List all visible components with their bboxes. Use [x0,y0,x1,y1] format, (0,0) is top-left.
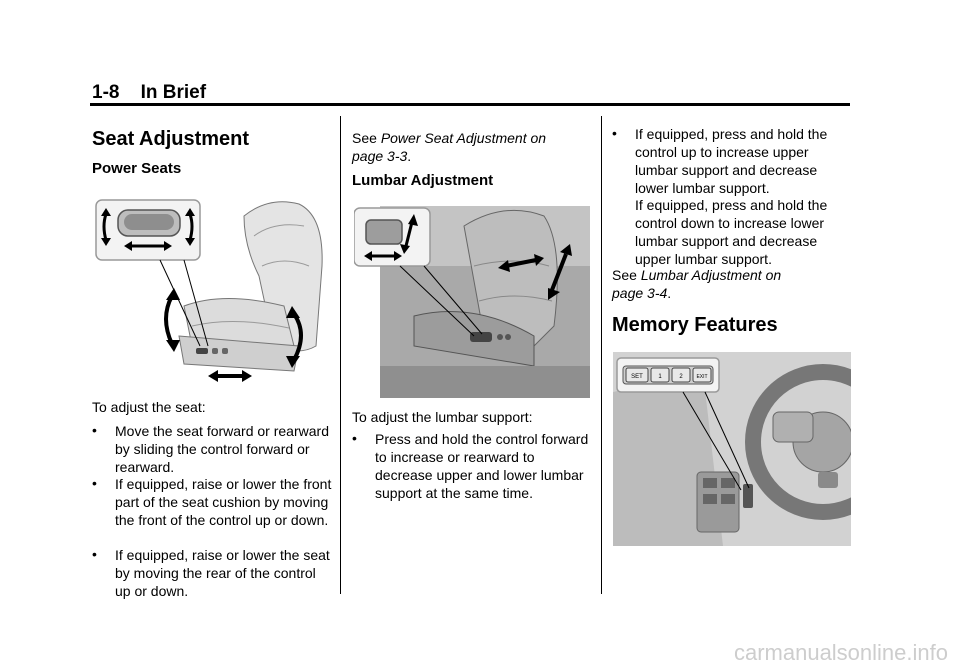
bullet-glyph: • [352,430,357,446]
bullet-text: Press and hold the control forward to increase or rearward to decrease upper and lower lumbar support at the same time. [375,431,589,501]
memory-exit-label: EXIT [696,374,708,380]
lumbar-adjustment-heading: Lumbar Adjustment [352,172,494,189]
lumbar-page-link[interactable]: page 3-4 [612,285,668,301]
bullet-text: If equipped, raise or lower the front part of the seat cushion by moving the front of the control up or down. [115,476,332,528]
page-number: 1-8 [92,82,120,103]
power-seats-heading: Power Seats [92,160,182,177]
memory-features-heading: Memory Features [612,314,778,336]
seat-adjustment-heading: Seat Adjustment [92,128,250,150]
see-lumbar-reference: See Lumbar Adjustment on page 3-4. [612,267,782,301]
lumbar-intro-text: To adjust the lumbar support: [352,409,533,425]
watermark-url: carmanualsonline.info [733,640,948,665]
bullet-glyph: • [92,475,97,491]
header-rule [90,103,850,106]
list-item [612,125,852,197]
seat-intro-text: To adjust the seat: [92,399,206,415]
memory-2-label: 2 [679,374,683,380]
list-item [92,546,332,600]
list-item [92,422,332,476]
memory-1-label: 1 [658,374,662,380]
memory-set-label: SET [631,374,643,380]
lumbar-down-paragraph: If equipped, press and hold the control down to increase lower lumbar support and decrease upper lumbar support. [635,197,828,267]
list-item [92,475,332,529]
lumbar-illustration [354,206,590,398]
power-seat-link[interactable]: Power Seat Adjustment on [380,130,547,146]
page-header [92,82,206,104]
section-title: In Brief [140,82,207,103]
lumbar-link[interactable]: Lumbar Adjustment on [640,267,782,283]
bullet-glyph: • [612,125,617,141]
bullet-glyph: • [92,546,97,562]
memory-features-illustration [613,352,851,546]
bullet-glyph: • [92,422,97,438]
list-item [352,430,594,502]
column-divider-1 [340,116,341,594]
bullet-text: Move the seat forward or rearward by sliding the control forward or rearward. [115,423,329,475]
see-power-seat-reference: See Power Seat Adjustment on page 3-3. [352,130,547,164]
power-seat-page-link[interactable]: page 3-3 [352,148,408,164]
power-seat-illustration [94,196,334,386]
bullet-text: If equipped, raise or lower the seat by moving the rear of the control up or down. [115,547,330,599]
column-divider-2 [601,116,602,594]
bullet-text: If equipped, press and hold the control up to increase upper lumbar support and decrease lower lumbar support. [635,126,828,196]
